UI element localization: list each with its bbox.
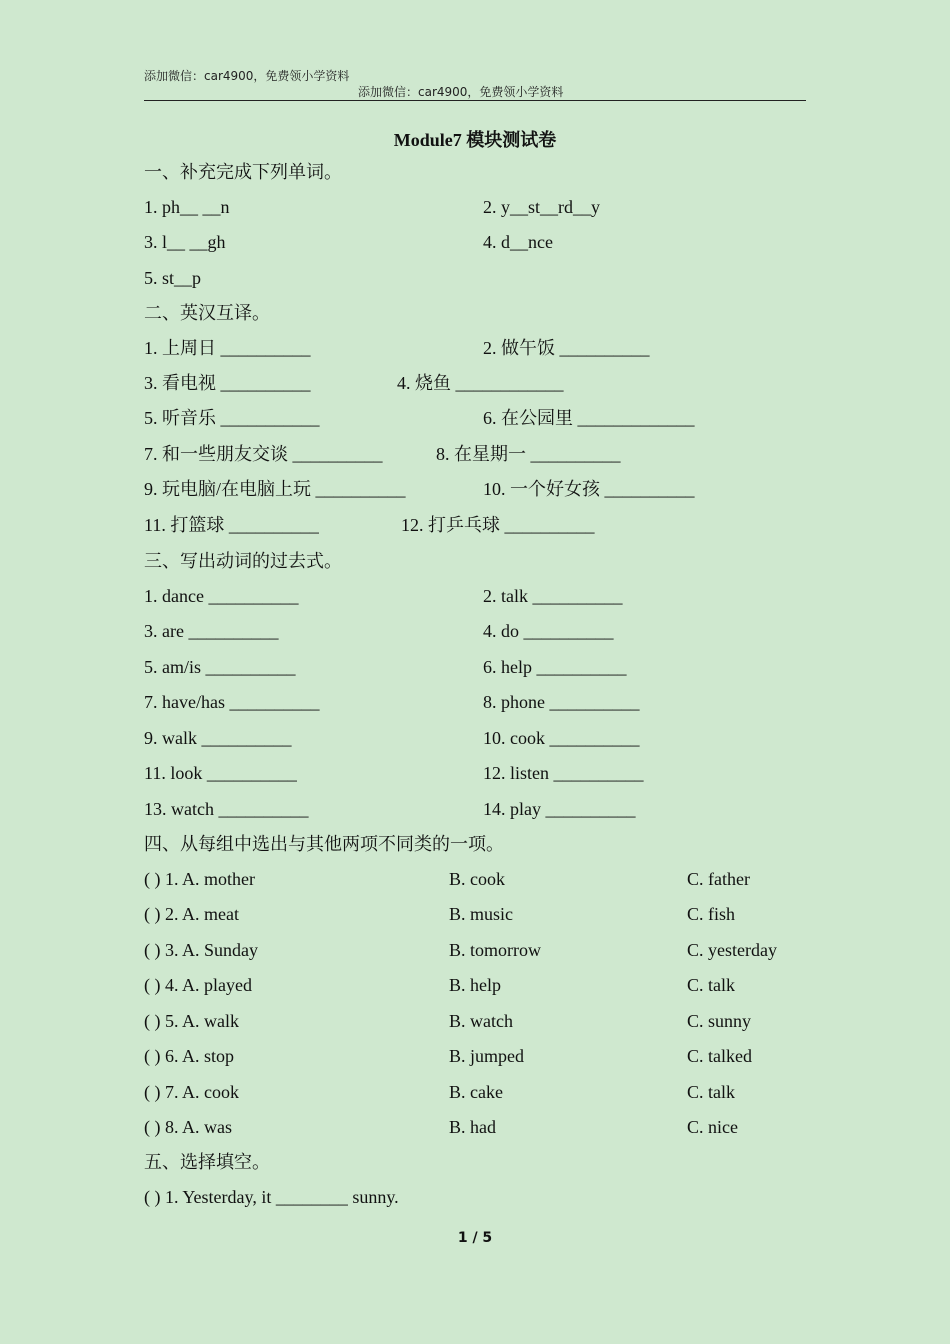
s3-item-7: 7. have/has __________	[144, 692, 320, 712]
s3-item-9: 9. walk __________	[144, 728, 292, 748]
s3-item-10: 10. cook __________	[483, 728, 640, 748]
s3-item-14: 14. play __________	[483, 799, 636, 819]
s3-item-4: 4. do __________	[483, 621, 614, 641]
s4-row-6-b: B. jumped	[449, 1046, 524, 1066]
s4-row-6-c: C. talked	[687, 1046, 752, 1066]
section4-heading: 四、从每组中选出与其他两项不同类的一项。	[144, 834, 504, 854]
s4-row-5-b: B. watch	[449, 1011, 513, 1031]
page-number: 1 / 5	[457, 1230, 493, 1246]
s3-item-5: 5. am/is __________	[144, 657, 296, 677]
s4-row-1-b: B. cook	[449, 869, 505, 889]
s1-item-1: 1. ph__ __n	[144, 197, 230, 217]
s4-row-5-c: C. sunny	[687, 1011, 752, 1031]
s4-row-4-c: C. talk	[687, 975, 735, 995]
s3-item-12: 12. listen __________	[483, 763, 644, 783]
s4-row-1-a: ( ) 1. A. mother	[144, 869, 255, 889]
s4-row-2-c: C. fish	[687, 904, 736, 924]
header-text-center: 添加微信：car4900，免费领小学资料	[358, 85, 564, 99]
header-text-left: 添加微信：car4900，免费领小学资料	[144, 69, 350, 83]
s3-item-8: 8. phone __________	[483, 692, 640, 712]
s2-item-9: 9. 玩电脑/在电脑上玩 __________	[144, 479, 406, 499]
s2-item-6: 6. 在公园里 _____________	[483, 408, 695, 428]
s1-item-5: 5. st__p	[144, 268, 202, 288]
s4-row-3-a: ( ) 3. A. Sunday	[144, 940, 258, 960]
section1-heading: 一、补充完成下列单词。	[144, 162, 342, 182]
s3-item-13: 13. watch __________	[144, 799, 309, 819]
s4-row-4-b: B. help	[449, 975, 501, 995]
s4-row-8-b: B. had	[449, 1117, 496, 1137]
header-divider	[144, 100, 806, 101]
s2-item-11: 11. 打篮球 __________	[144, 515, 319, 535]
s4-row-2-b: B. music	[449, 904, 514, 924]
s2-item-5: 5. 听音乐 ___________	[144, 408, 320, 428]
s4-row-5-a: ( ) 5. A. walk	[144, 1011, 239, 1031]
s5-item-1: ( ) 1. Yesterday, it ________ sunny.	[144, 1187, 399, 1207]
s1-item-3: 3. l__ __gh	[144, 232, 226, 252]
s2-item-7: 7. 和一些朋友交谈 __________	[144, 444, 383, 464]
s1-item-2: 2. y__st__rd__y	[483, 197, 600, 217]
s1-item-4: 4. d__nce	[483, 232, 553, 252]
s2-item-3: 3. 看电视 __________	[144, 373, 311, 393]
s4-row-6-a: ( ) 6. A. stop	[144, 1046, 234, 1066]
s4-row-8-c: C. nice	[687, 1117, 738, 1137]
section2-heading: 二、英汉互译。	[144, 303, 270, 323]
s4-row-7-c: C. talk	[687, 1082, 735, 1102]
s4-row-1-c: C. father	[687, 869, 750, 889]
s2-item-8: 8. 在星期一 __________	[436, 444, 621, 464]
s2-item-2: 2. 做午饭 __________	[483, 338, 650, 358]
s2-item-10: 10. 一个好女孩 __________	[483, 479, 695, 499]
s4-row-7-b: B. cake	[449, 1082, 503, 1102]
s4-row-8-a: ( ) 8. A. was	[144, 1117, 232, 1137]
s4-row-4-a: ( ) 4. A. played	[144, 975, 252, 995]
s3-item-2: 2. talk __________	[483, 586, 623, 606]
s4-row-3-b: B. tomorrow	[449, 940, 541, 960]
section5-heading: 五、选择填空。	[144, 1152, 270, 1172]
s3-item-1: 1. dance __________	[144, 586, 299, 606]
page-title: Module7 模块测试卷	[393, 130, 557, 150]
s2-item-12: 12. 打乒乓球 __________	[401, 515, 595, 535]
s2-item-1: 1. 上周日 __________	[144, 338, 311, 358]
s3-item-6: 6. help __________	[483, 657, 627, 677]
section3-heading: 三、写出动词的过去式。	[144, 551, 342, 571]
s3-item-11: 11. look __________	[144, 763, 297, 783]
s3-item-3: 3. are __________	[144, 621, 279, 641]
s4-row-7-a: ( ) 7. A. cook	[144, 1082, 239, 1102]
s4-row-3-c: C. yesterday	[687, 940, 777, 960]
s4-row-2-a: ( ) 2. A. meat	[144, 904, 239, 924]
s2-item-4: 4. 烧鱼 ____________	[397, 373, 564, 393]
